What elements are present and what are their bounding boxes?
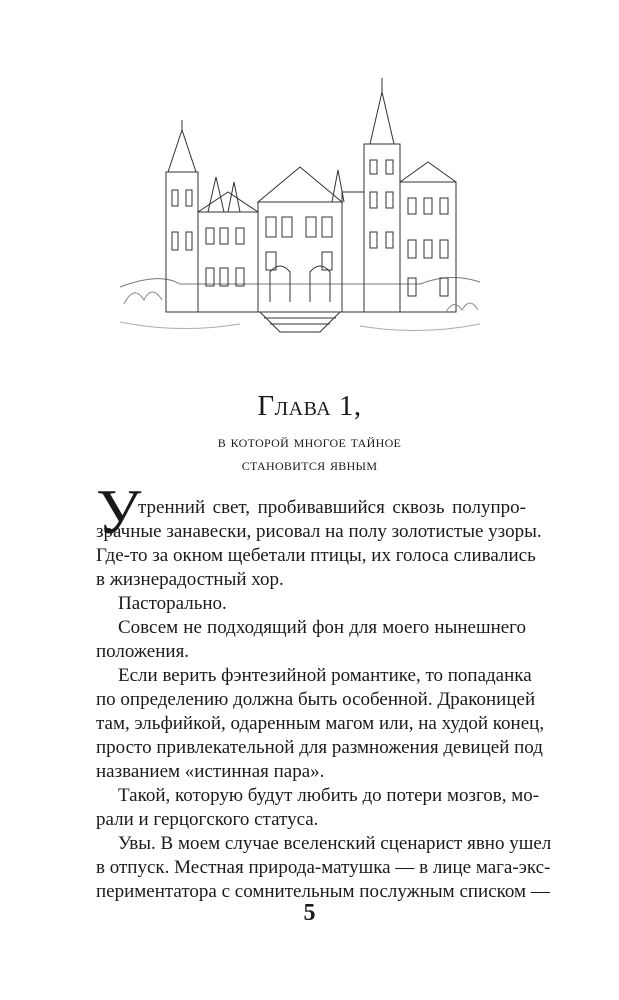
body-line: Такой, которую будут любить до потери мозгов, мо- [118,785,540,806]
body-line: Совсем не подходящий фон для моего нынешнего [118,617,526,638]
chapter-subtitle-line: в которой многое тайное [217,432,402,451]
body-line: Где-то за окном щебетали птицы, их голоса сливались [96,545,536,566]
body-line: названием «истинная пара». [96,761,325,782]
page-number: 5 [303,900,316,926]
body-line: рали и герцогского статуса. [96,809,319,830]
body-line: Пасторально. [118,593,227,614]
body-line: там, эльфийкой, одаренным магом или, на худой конец, [96,713,545,734]
body-line: по определению должна быть особенной. Драконицей [96,689,536,710]
chapter-subtitle-line: становится явным [241,455,378,474]
drop-cap: У [96,476,142,547]
body-line: Если верить фэнтезийной романтике, то попаданка [118,665,532,686]
body-line: периментатора с сомнительным послужным списком — [96,881,550,902]
body-line: зрачные занавески, рисовал на полу золотистые узоры. [96,521,542,542]
body-line: тренний свет, пробивавшийся сквозь полупро- [138,497,526,518]
body-line: в жизнерадостный хор. [96,569,284,590]
body-line: в отпуск. Местная природа-матушка — в лице мага-экс- [96,857,551,878]
body-line: положения. [96,641,190,662]
body-line: просто привлекательной для размножения девицей под [96,737,543,758]
castle-illustration-icon [120,72,480,372]
chapter-title: Глава 1, [257,390,362,422]
body-text [96,496,552,904]
body-line: Увы. В моем случае вселенский сценарист явно ушел [118,833,552,854]
chapter-subtitle [0,430,619,476]
